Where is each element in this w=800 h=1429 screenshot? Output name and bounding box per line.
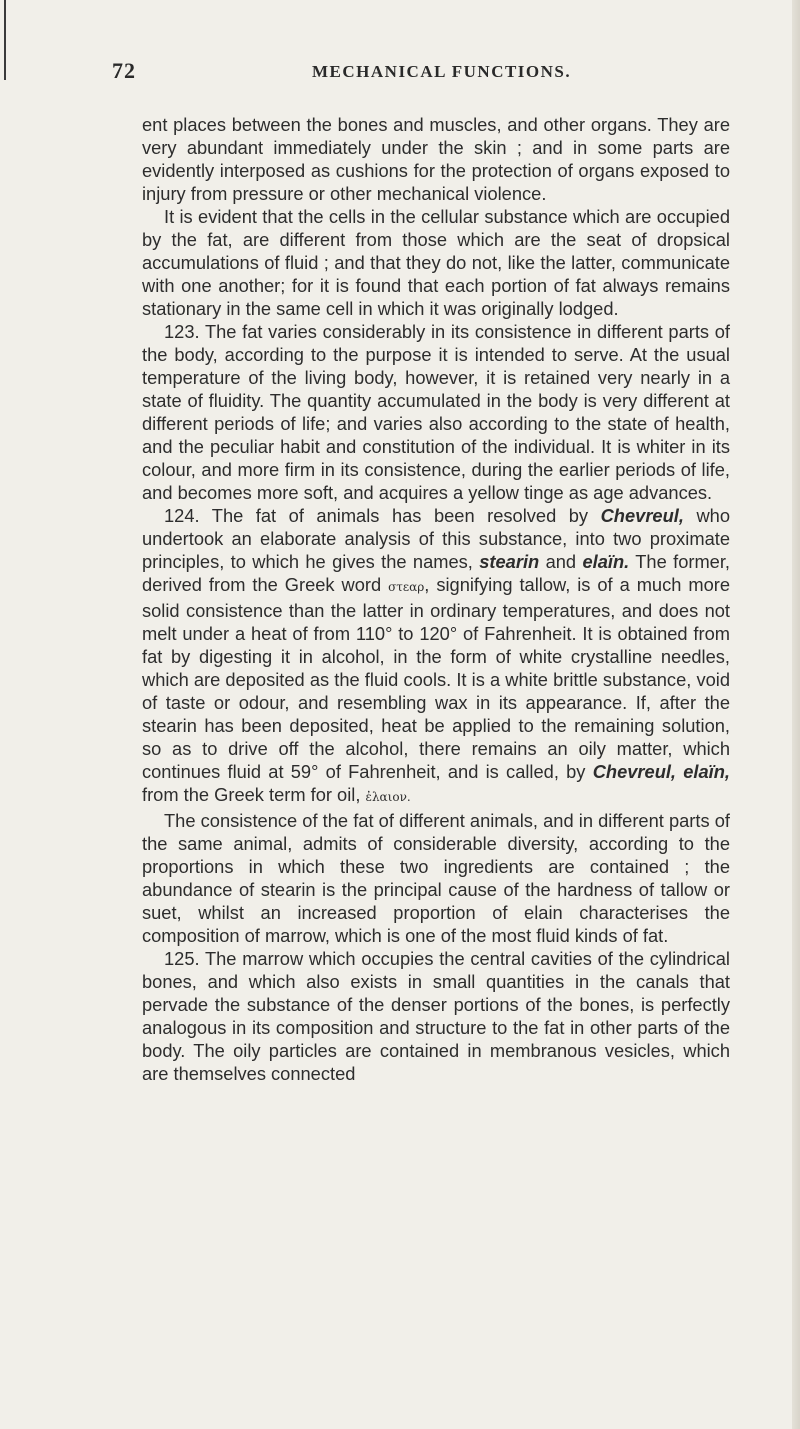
greek-word: ἐλαιον. xyxy=(365,790,411,804)
running-head: MECHANICAL FUNCTIONS. xyxy=(312,62,572,81)
page-edge-shadow xyxy=(792,0,800,1429)
paragraph-text: from the Greek term for oil, xyxy=(142,784,366,805)
italic-term: elaïn. xyxy=(582,551,630,572)
greek-word: στεαρ xyxy=(388,580,425,594)
paragraph-text: The former, derived from the Greek word xyxy=(142,551,730,595)
page-number: 72 xyxy=(112,58,136,83)
italic-term: Chevreul, xyxy=(600,505,684,526)
page-header xyxy=(112,58,702,88)
paragraph-text: who undertook an elaborate analysis of this substance, into two proximate principles, to which he gives the names, xyxy=(142,505,730,572)
italic-term: Chevreul, elaïn, xyxy=(592,761,730,782)
paragraph-text: 125. The marrow which occupies the central cavities of the cylindrical bones, and which also exists in small quantities in the canals that pervade the substance of the denser portions of the bones, is perfectly analogous in its composition and structure to the fat in other parts of the body. The oily particles are contained in membranous vesicles, which are themselves connected xyxy=(142,948,730,1084)
paragraph xyxy=(142,809,730,947)
binding-edge-line xyxy=(4,0,6,80)
paragraph xyxy=(142,320,730,504)
paragraph-text: ent places between the bones and muscles, and other organs. They are very abundant immediately under the skin ; and in some parts are evidently interposed as cushions for the protection of organs exposed to injury from pressure or other mechanical violence. xyxy=(142,114,730,204)
paragraph xyxy=(142,504,730,809)
paragraph-text: 123. The fat varies considerably in its consistence in different parts of the body, according to the purpose it is intended to serve. At the usual temperature of the living body, however, it is retained very nearly in a state of fluidity. The quantity accumulated in the body is very different at different periods of life; and varies also according to the state of health, and the peculiar habit and constitution of the individual. It is whiter in its colour, and more firm in its consistence, during the earlier periods of life, and becomes more soft, and acquires a yellow tinge as age advances. xyxy=(142,321,730,503)
paragraph-text: , signifying tallow, is of a much more solid consistence than the latter in ordinary temperatures, and does not melt under a heat of from 110° to 120° of Fahrenheit. It is obtained from fat by digesting it in alcohol, in the form of white crystalline needles, which are deposited as the fluid cools. It is a white brittle substance, void of taste or odour, and resembling wax in its appearance. If, after the stearin has been deposited, heat be applied to the remaining solution, so as to drive off the alcohol, there remains an oily matter, which continues fluid at 59° of Fahrenheit, and is called, by xyxy=(142,574,730,782)
paragraph xyxy=(142,947,730,1085)
italic-term: stearin xyxy=(479,551,540,572)
paragraph-text: The consistence of the fat of different animals, and in different parts of the same animal, admits of considerable diversity, according to the proportions in which these two ingredients are contained ; the abundance of stearin is the principal cause of the hardness of tallow or suet, whilst an increased proportion of elain characterises the composition of marrow, which is one of the most fluid kinds of fat. xyxy=(142,810,730,946)
paragraph-text: and xyxy=(539,551,583,572)
paragraph-text: 124. The fat of animals has been resolved by xyxy=(164,505,601,526)
paragraph-text: It is evident that the cells in the cellular substance which are occupied by the fat, are different from those which are the seat of dropsical accumulations of fluid ; and that they do not, like the latter, communicate with one another; for it is found that each portion of fat always remains stationary in the same cell in which it was originally lodged. xyxy=(142,206,730,319)
paragraph xyxy=(142,205,730,320)
paragraph xyxy=(142,113,730,205)
body-text xyxy=(142,113,730,1085)
